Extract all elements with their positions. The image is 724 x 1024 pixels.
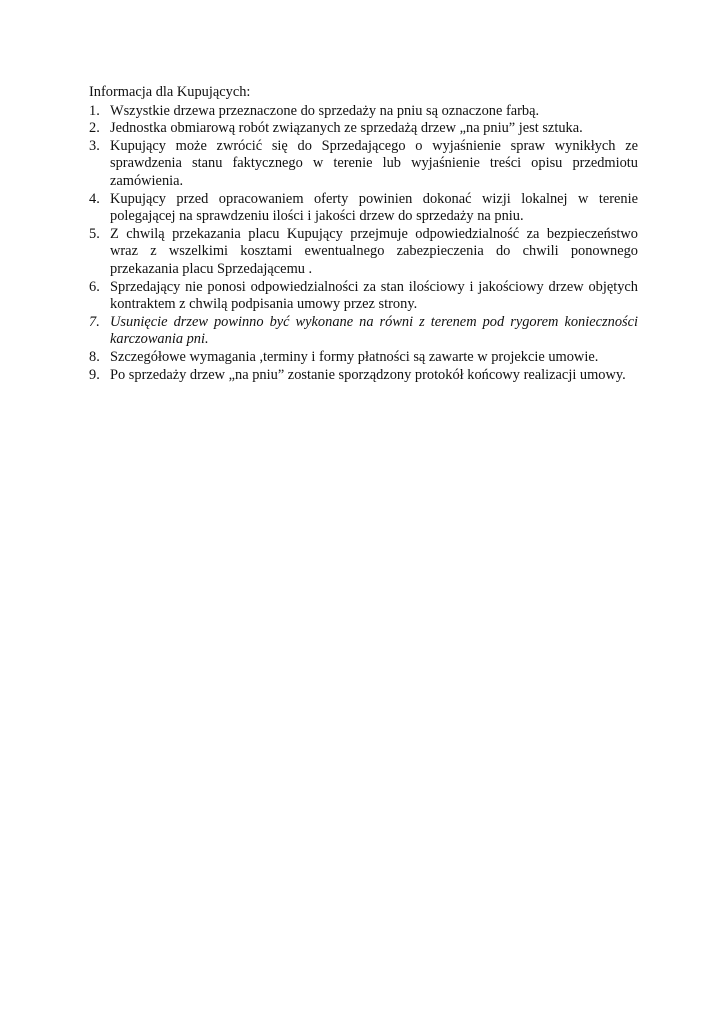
list-item-number: 4. xyxy=(89,190,100,207)
list-item-text: Wszystkie drzewa przeznaczone do sprzedaży na pniu są oznaczone farbą. xyxy=(110,102,540,119)
list-item-number: 7. xyxy=(89,313,100,330)
list-item-number: 8. xyxy=(89,348,100,365)
list-item-5 xyxy=(89,226,638,279)
list-item-2 xyxy=(89,120,638,138)
list-item-9 xyxy=(89,367,638,385)
list-item-text: Kupujący może zwrócić się do Sprzedającego o wyjaśnienie spraw wynikłych ze sprawdzenia stanu faktycznego w terenie lub wyjaśnienie treści opisu przedmiotu zamówienia. xyxy=(110,137,638,189)
list-item-number: 9. xyxy=(89,366,100,383)
list-item-text: Jednostka obmiarową robót związanych ze sprzedażą drzew „na pniu” jest sztuka. xyxy=(110,120,583,137)
list-item-number: 6. xyxy=(89,278,100,295)
list-item-7 xyxy=(89,314,638,349)
list-item-text: Z chwilą przekazania placu Kupujący przejmuje odpowiedzialność za bezpieczeństwo wraz z wszelkimi kosztami ewentualnego zabezpieczenia do chwili ponownego przekazania placu Sprzedającemu . xyxy=(110,225,638,277)
list-item-1 xyxy=(89,103,638,121)
list-item-text: Sprzedający nie ponosi odpowiedzialności za stan ilościowy i jakościowy drzew objętych kontraktem z chwilą podpisania umowy przez strony. xyxy=(110,278,638,313)
list-item-number: 2. xyxy=(89,120,100,137)
document-heading: Informacja dla Kupujących: xyxy=(89,84,251,100)
list-item-number: 3. xyxy=(89,137,100,154)
list-item-number: 5. xyxy=(89,225,100,242)
list-item-number: 1. xyxy=(89,102,100,119)
document-page xyxy=(89,84,638,384)
list-item-6 xyxy=(89,279,638,314)
list-item-text: Po sprzedaży drzew „na pniu” zostanie sporządzony protokół końcowy realizacji umowy. xyxy=(110,366,626,383)
list-item-8 xyxy=(89,349,638,367)
list-item-3 xyxy=(89,138,638,191)
list-item-text: Szczegółowe wymagania ,terminy i formy płatności są zawarte w projekcie umowie. xyxy=(110,348,599,365)
information-list xyxy=(89,103,638,385)
list-item-text: Kupujący przed opracowaniem oferty powinien dokonać wizji lokalnej w terenie polegającej na sprawdzeniu ilości i jakości drzew do sprzedaży na pniu. xyxy=(110,190,638,225)
list-item-4 xyxy=(89,191,638,226)
list-item-text: Usunięcie drzew powinno być wykonane na równi z terenem pod rygorem konieczności karczowania pni. xyxy=(110,313,638,348)
